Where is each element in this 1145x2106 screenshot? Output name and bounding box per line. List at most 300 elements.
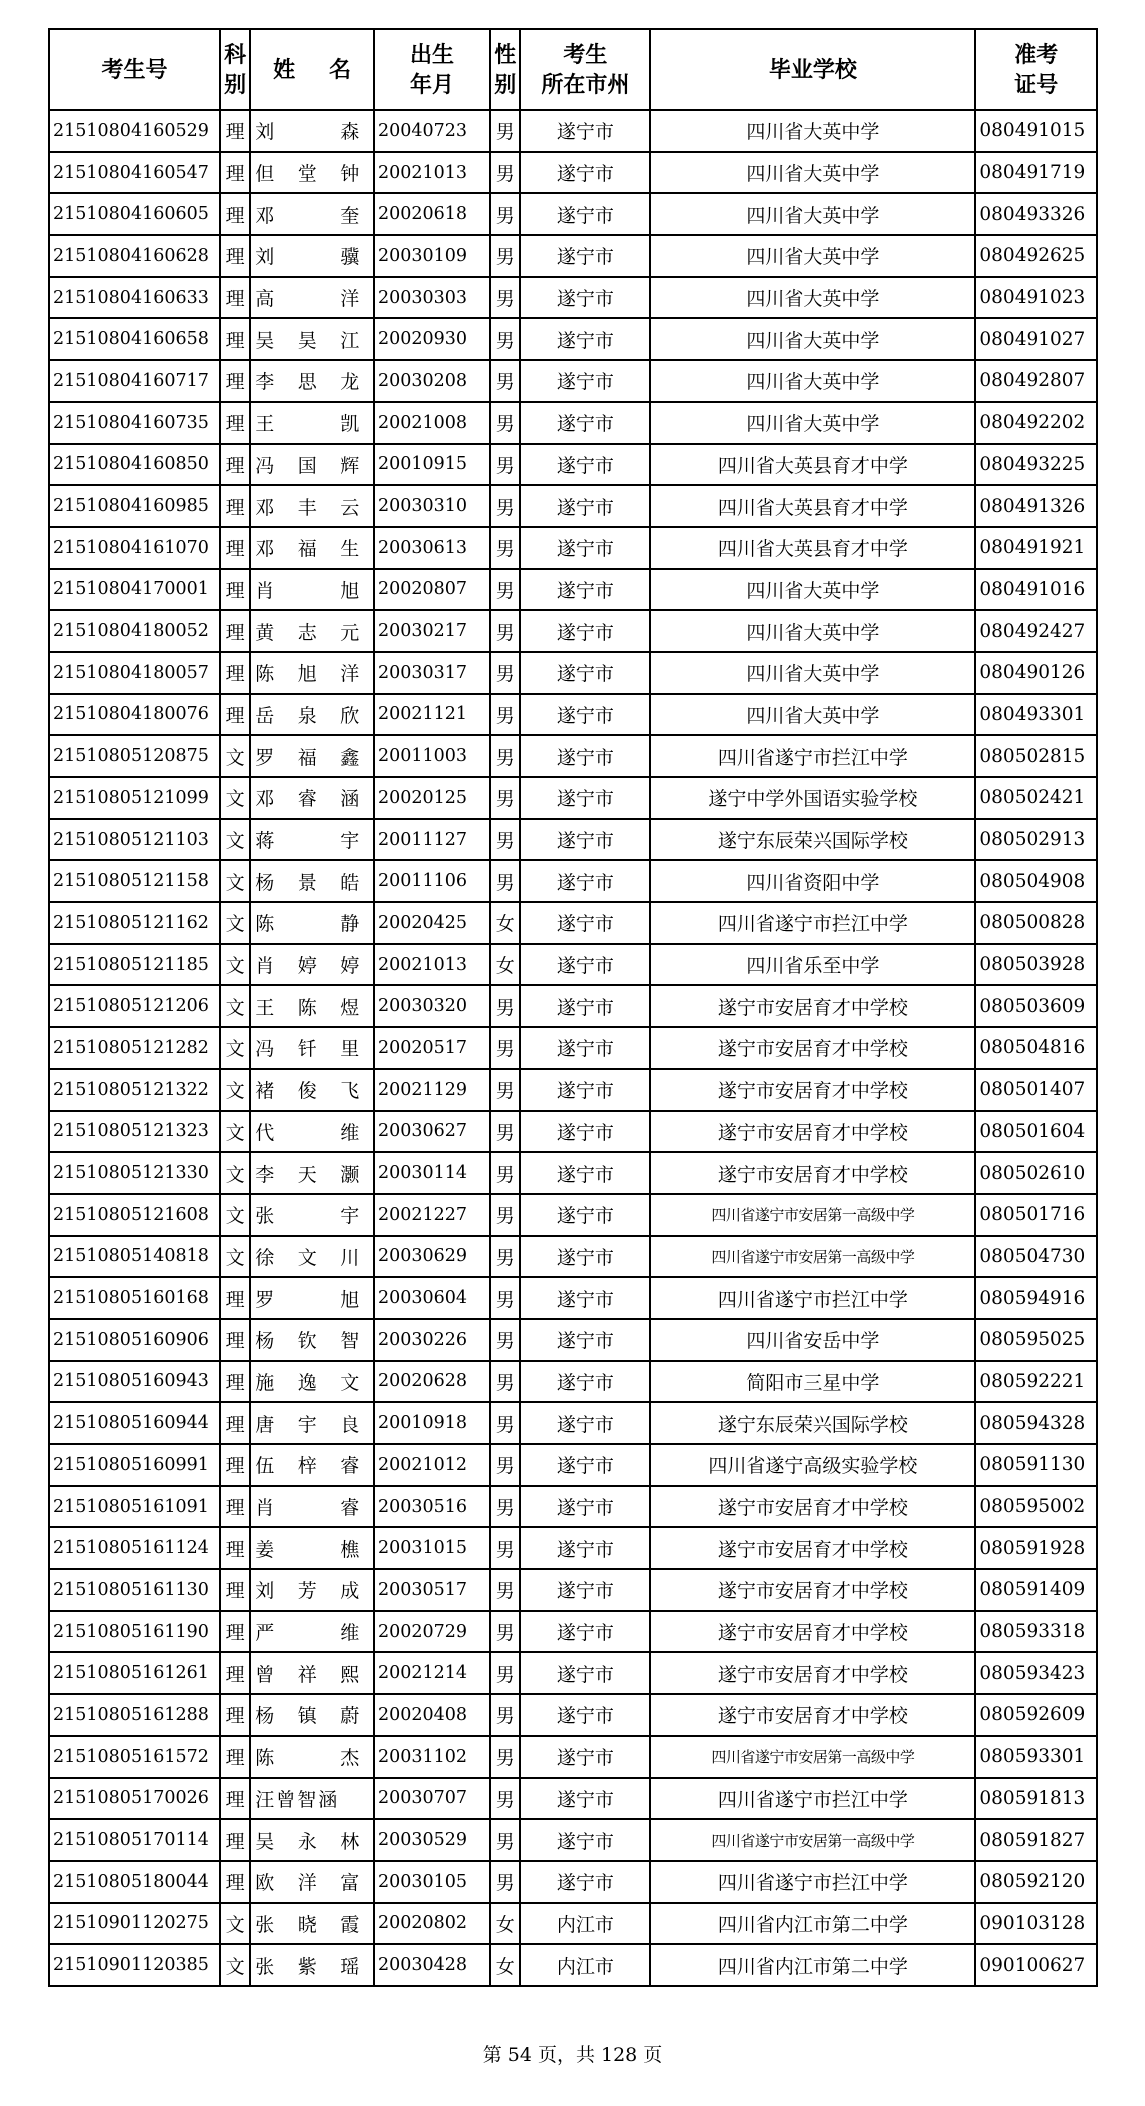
cell-name-text: 李思龙 — [255, 371, 360, 394]
cell-exam-no: 080594916 — [975, 1277, 1097, 1319]
cell-student-id: 21510805161261 — [49, 1652, 220, 1694]
table-row — [49, 735, 1097, 777]
cell-name-text: 陈静 — [255, 913, 360, 936]
cell-birth: 20030320 — [374, 985, 490, 1027]
cell-city: 遂宁市 — [520, 527, 650, 569]
cell-name-text: 肖旭 — [255, 579, 360, 602]
cell-student-id: 21510804160633 — [49, 277, 220, 319]
cell-school: 四川省遂宁高级实验学校 — [650, 1444, 975, 1486]
cell-exam-no: 080491016 — [975, 569, 1097, 611]
cell-gender: 男 — [490, 610, 520, 652]
cell-gender: 男 — [490, 402, 520, 444]
cell-exam-no: 080593301 — [975, 1736, 1097, 1778]
cell-city: 遂宁市 — [520, 1111, 650, 1153]
cell-gender: 男 — [490, 110, 520, 152]
col-header-exam-no: 准考 证号 — [975, 29, 1097, 110]
cell-exam-no: 080491326 — [975, 485, 1097, 527]
cell-city: 内江市 — [520, 1903, 650, 1945]
cell-student-id: 21510804161070 — [49, 527, 220, 569]
table-row — [49, 1569, 1097, 1611]
cell-name — [250, 152, 374, 194]
cell-birth: 20030105 — [374, 1861, 490, 1903]
table-row — [49, 1152, 1097, 1194]
cell-gender: 女 — [490, 1944, 520, 1986]
cell-subject: 理 — [220, 1277, 250, 1319]
cell-name-text: 严维 — [255, 1622, 360, 1645]
cell-exam-no: 080504908 — [975, 860, 1097, 902]
cell-name-text: 刘森 — [255, 121, 360, 144]
cell-gender: 男 — [490, 1402, 520, 1444]
cell-exam-no: 080493301 — [975, 694, 1097, 736]
cell-birth: 20011127 — [374, 819, 490, 861]
cell-birth: 20040723 — [374, 110, 490, 152]
cell-gender: 女 — [490, 902, 520, 944]
cell-subject: 理 — [220, 1861, 250, 1903]
cell-gender: 男 — [490, 1027, 520, 1069]
cell-subject: 理 — [220, 193, 250, 235]
cell-subject: 理 — [220, 1402, 250, 1444]
cell-name — [250, 777, 374, 819]
table-row — [49, 318, 1097, 360]
cell-subject: 文 — [220, 1194, 250, 1236]
table-row — [49, 1111, 1097, 1153]
cell-student-id: 21510804160850 — [49, 444, 220, 486]
cell-subject: 理 — [220, 610, 250, 652]
cell-subject: 文 — [220, 1903, 250, 1945]
table-row — [49, 1319, 1097, 1361]
cell-birth: 20021013 — [374, 152, 490, 194]
cell-city: 遂宁市 — [520, 277, 650, 319]
cell-student-id: 21510805161124 — [49, 1527, 220, 1569]
cell-school: 四川省遂宁市拦江中学 — [650, 735, 975, 777]
cell-birth: 20021008 — [374, 402, 490, 444]
cell-birth: 20021121 — [374, 694, 490, 736]
cell-subject: 文 — [220, 735, 250, 777]
table-row — [49, 1486, 1097, 1528]
cell-birth: 20030627 — [374, 1111, 490, 1153]
cell-city: 遂宁市 — [520, 193, 650, 235]
cell-exam-no: 080592221 — [975, 1361, 1097, 1403]
cell-name-text: 吴昊江 — [255, 329, 360, 352]
table-row — [49, 1736, 1097, 1778]
cell-name — [250, 694, 374, 736]
cell-school: 遂宁中学外国语实验学校 — [650, 777, 975, 819]
cell-city: 遂宁市 — [520, 569, 650, 611]
cell-city: 遂宁市 — [520, 777, 650, 819]
cell-city: 遂宁市 — [520, 1611, 650, 1653]
cell-school: 四川省大英中学 — [650, 318, 975, 360]
cell-birth: 20031102 — [374, 1736, 490, 1778]
cell-birth: 20030629 — [374, 1236, 490, 1278]
cell-exam-no: 080591827 — [975, 1819, 1097, 1861]
cell-birth: 20011106 — [374, 860, 490, 902]
cell-name-text: 岳泉欣 — [255, 704, 360, 727]
table-row — [49, 110, 1097, 152]
cell-subject: 理 — [220, 1444, 250, 1486]
cell-subject: 理 — [220, 1569, 250, 1611]
table-row — [49, 1694, 1097, 1736]
table-row — [49, 235, 1097, 277]
cell-name-text: 罗旭 — [255, 1288, 360, 1311]
cell-name — [250, 1069, 374, 1111]
cell-name — [250, 902, 374, 944]
cell-exam-no: 080502913 — [975, 819, 1097, 861]
cell-name — [250, 1861, 374, 1903]
header-row — [49, 29, 1097, 110]
table-row — [49, 569, 1097, 611]
cell-student-id: 21510804160658 — [49, 318, 220, 360]
cell-name — [250, 1402, 374, 1444]
cell-gender: 男 — [490, 1569, 520, 1611]
cell-city: 遂宁市 — [520, 485, 650, 527]
cell-birth: 20020517 — [374, 1027, 490, 1069]
cell-subject: 理 — [220, 1778, 250, 1820]
table-row — [49, 527, 1097, 569]
cell-gender: 女 — [490, 1903, 520, 1945]
cell-birth: 20021012 — [374, 1444, 490, 1486]
cell-exam-no: 090100627 — [975, 1944, 1097, 1986]
cell-gender: 男 — [490, 1736, 520, 1778]
cell-school: 遂宁东辰荣兴国际学校 — [650, 819, 975, 861]
cell-exam-no: 080593318 — [975, 1611, 1097, 1653]
cell-city: 遂宁市 — [520, 735, 650, 777]
cell-name — [250, 527, 374, 569]
cell-school: 四川省遂宁市安居第一高级中学 — [650, 1736, 975, 1778]
cell-exam-no: 080502815 — [975, 735, 1097, 777]
cell-name — [250, 1486, 374, 1528]
col-header-birth: 出生 年月 — [374, 29, 490, 110]
cell-subject: 理 — [220, 1486, 250, 1528]
cell-name — [250, 1027, 374, 1069]
cell-city: 遂宁市 — [520, 1027, 650, 1069]
table-row — [49, 1778, 1097, 1820]
cell-school: 遂宁市安居育才中学校 — [650, 1027, 975, 1069]
cell-exam-no: 080491921 — [975, 527, 1097, 569]
cell-student-id: 21510804160735 — [49, 402, 220, 444]
cell-school: 四川省安岳中学 — [650, 1319, 975, 1361]
table-row — [49, 694, 1097, 736]
cell-city: 遂宁市 — [520, 1361, 650, 1403]
cell-name — [250, 610, 374, 652]
cell-name — [250, 1236, 374, 1278]
cell-name-text: 罗福鑫 — [255, 746, 360, 769]
cell-birth: 20020802 — [374, 1903, 490, 1945]
cell-birth: 20030114 — [374, 1152, 490, 1194]
cell-subject: 理 — [220, 652, 250, 694]
cell-subject: 文 — [220, 1944, 250, 1986]
table-row — [49, 1527, 1097, 1569]
table-row — [49, 777, 1097, 819]
cell-school: 四川省遂宁市拦江中学 — [650, 1861, 975, 1903]
cell-student-id: 21510805121162 — [49, 902, 220, 944]
col-header-gender: 性 别 — [490, 29, 520, 110]
cell-student-id: 21510805121185 — [49, 944, 220, 986]
cell-exam-no: 090103128 — [975, 1903, 1097, 1945]
cell-student-id: 21510805121323 — [49, 1111, 220, 1153]
cell-subject: 理 — [220, 152, 250, 194]
cell-city: 遂宁市 — [520, 1069, 650, 1111]
cell-subject: 文 — [220, 860, 250, 902]
table-row — [49, 1236, 1097, 1278]
table-row — [49, 1611, 1097, 1653]
cell-city: 遂宁市 — [520, 1319, 650, 1361]
cell-student-id: 21510805160906 — [49, 1319, 220, 1361]
cell-name-text: 汪曾智涵 — [255, 1788, 340, 1811]
cell-name-text: 刘骥 — [255, 246, 360, 269]
cell-exam-no: 080591928 — [975, 1527, 1097, 1569]
table-row — [49, 1861, 1097, 1903]
cell-gender: 男 — [490, 1819, 520, 1861]
cell-city: 遂宁市 — [520, 1152, 650, 1194]
cell-student-id: 21510805170114 — [49, 1819, 220, 1861]
cell-school: 四川省大英中学 — [650, 277, 975, 319]
cell-gender: 男 — [490, 735, 520, 777]
cell-exam-no: 080595002 — [975, 1486, 1097, 1528]
cell-birth: 20030226 — [374, 1319, 490, 1361]
cell-city: 遂宁市 — [520, 1236, 650, 1278]
cell-school: 遂宁东辰荣兴国际学校 — [650, 1402, 975, 1444]
cell-school: 遂宁市安居育才中学校 — [650, 1069, 975, 1111]
cell-name — [250, 1194, 374, 1236]
cell-birth: 20031015 — [374, 1527, 490, 1569]
cell-name-text: 伍梓睿 — [255, 1455, 360, 1478]
cell-school: 四川省大英中学 — [650, 110, 975, 152]
cell-student-id: 21510805180044 — [49, 1861, 220, 1903]
cell-exam-no: 080492202 — [975, 402, 1097, 444]
cell-school: 四川省遂宁市拦江中学 — [650, 1277, 975, 1319]
cell-name-text: 邓奎 — [255, 204, 360, 227]
cell-name-text: 张宇 — [255, 1205, 360, 1228]
cell-name — [250, 110, 374, 152]
cell-birth: 20030310 — [374, 485, 490, 527]
cell-name — [250, 1778, 374, 1820]
cell-subject: 文 — [220, 944, 250, 986]
cell-name-text: 冯钎里 — [255, 1038, 360, 1061]
cell-school: 四川省资阳中学 — [650, 860, 975, 902]
cell-exam-no: 080492427 — [975, 610, 1097, 652]
col-header-school: 毕业学校 — [650, 29, 975, 110]
cell-city: 遂宁市 — [520, 152, 650, 194]
table-row — [49, 652, 1097, 694]
cell-name-text: 邓睿涵 — [255, 788, 360, 811]
cell-subject: 理 — [220, 485, 250, 527]
cell-school: 遂宁市安居育才中学校 — [650, 985, 975, 1027]
cell-student-id: 21510804180057 — [49, 652, 220, 694]
cell-school: 四川省大英中学 — [650, 152, 975, 194]
table-row — [49, 193, 1097, 235]
cell-city: 遂宁市 — [520, 318, 650, 360]
cell-birth: 20011003 — [374, 735, 490, 777]
cell-subject: 理 — [220, 569, 250, 611]
cell-exam-no: 080504816 — [975, 1027, 1097, 1069]
cell-birth: 20010915 — [374, 444, 490, 486]
cell-student-id: 21510804160628 — [49, 235, 220, 277]
cell-city: 遂宁市 — [520, 902, 650, 944]
cell-birth: 20030217 — [374, 610, 490, 652]
table-row — [49, 277, 1097, 319]
cell-name — [250, 1527, 374, 1569]
cell-name — [250, 985, 374, 1027]
cell-birth: 20020930 — [374, 318, 490, 360]
cell-exam-no: 080504730 — [975, 1236, 1097, 1278]
cell-subject: 理 — [220, 1361, 250, 1403]
cell-name-text: 施逸文 — [255, 1371, 360, 1394]
cell-name-text: 杨镇蔚 — [255, 1705, 360, 1728]
cell-exam-no: 080490126 — [975, 652, 1097, 694]
cell-name-text: 邓福生 — [255, 538, 360, 561]
cell-subject: 理 — [220, 1736, 250, 1778]
cell-school: 遂宁市安居育才中学校 — [650, 1486, 975, 1528]
cell-birth: 20030529 — [374, 1819, 490, 1861]
cell-exam-no: 080492807 — [975, 360, 1097, 402]
cell-school: 简阳市三星中学 — [650, 1361, 975, 1403]
table-row — [49, 819, 1097, 861]
cell-birth: 20021129 — [374, 1069, 490, 1111]
cell-name-text: 黄志元 — [255, 621, 360, 644]
cell-student-id: 21510805161572 — [49, 1736, 220, 1778]
cell-gender: 男 — [490, 1778, 520, 1820]
cell-city: 遂宁市 — [520, 652, 650, 694]
cell-gender: 男 — [490, 1611, 520, 1653]
cell-school: 四川省大英中学 — [650, 402, 975, 444]
cell-gender: 男 — [490, 235, 520, 277]
cell-gender: 男 — [490, 819, 520, 861]
cell-subject: 文 — [220, 819, 250, 861]
cell-birth: 20030317 — [374, 652, 490, 694]
cell-gender: 男 — [490, 277, 520, 319]
cell-gender: 男 — [490, 318, 520, 360]
cell-subject: 理 — [220, 444, 250, 486]
cell-name — [250, 1736, 374, 1778]
cell-subject: 理 — [220, 1819, 250, 1861]
cell-exam-no: 080491023 — [975, 277, 1097, 319]
cell-city: 遂宁市 — [520, 360, 650, 402]
cell-student-id: 21510804160605 — [49, 193, 220, 235]
cell-gender: 男 — [490, 1277, 520, 1319]
cell-name — [250, 1444, 374, 1486]
cell-birth: 20020729 — [374, 1611, 490, 1653]
cell-birth: 20020618 — [374, 193, 490, 235]
cell-exam-no: 080503609 — [975, 985, 1097, 1027]
cell-student-id: 21510901120275 — [49, 1903, 220, 1945]
col-header-id: 考生号 — [49, 29, 220, 110]
cell-school: 四川省大英县育才中学 — [650, 485, 975, 527]
cell-name — [250, 485, 374, 527]
cell-subject: 理 — [220, 694, 250, 736]
cell-subject: 文 — [220, 1027, 250, 1069]
cell-city: 遂宁市 — [520, 1819, 650, 1861]
cell-school: 四川省遂宁市安居第一高级中学 — [650, 1194, 975, 1236]
cell-student-id: 21510804180052 — [49, 610, 220, 652]
cell-city: 遂宁市 — [520, 110, 650, 152]
page-footer: 第 54 页，共 128 页 — [482, 2044, 663, 2066]
table-row — [49, 902, 1097, 944]
cell-birth: 20030109 — [374, 235, 490, 277]
cell-name-text: 但堂钟 — [255, 163, 360, 186]
cell-subject: 理 — [220, 527, 250, 569]
cell-city: 遂宁市 — [520, 235, 650, 277]
cell-name-text: 肖婷婷 — [255, 955, 360, 978]
cell-student-id: 21510805161091 — [49, 1486, 220, 1528]
cell-student-id: 21510804180076 — [49, 694, 220, 736]
col-header-name — [250, 29, 374, 110]
cell-city: 遂宁市 — [520, 1652, 650, 1694]
cell-name-text: 吴永林 — [255, 1830, 360, 1853]
cell-city: 遂宁市 — [520, 444, 650, 486]
table-row — [49, 360, 1097, 402]
cell-student-id: 21510805161288 — [49, 1694, 220, 1736]
table-row — [49, 1277, 1097, 1319]
cell-name-text: 刘芳成 — [255, 1580, 360, 1603]
cell-name-text: 王凯 — [255, 413, 360, 436]
cell-birth: 20030303 — [374, 277, 490, 319]
cell-name — [250, 1319, 374, 1361]
cell-name-text: 王陈煜 — [255, 996, 360, 1019]
cell-birth: 20020425 — [374, 902, 490, 944]
cell-gender: 男 — [490, 527, 520, 569]
cell-school: 四川省大英中学 — [650, 694, 975, 736]
cell-city: 遂宁市 — [520, 1527, 650, 1569]
cell-name — [250, 1903, 374, 1945]
cell-gender: 男 — [490, 777, 520, 819]
cell-name-text: 蒋宇 — [255, 830, 360, 853]
cell-student-id: 21510805121099 — [49, 777, 220, 819]
cell-name-text: 张晓霞 — [255, 1913, 360, 1936]
cell-subject: 理 — [220, 402, 250, 444]
cell-student-id: 21510805121206 — [49, 985, 220, 1027]
cell-school: 四川省大英中学 — [650, 569, 975, 611]
cell-name-text: 姜樵 — [255, 1538, 360, 1561]
cell-exam-no: 080502421 — [975, 777, 1097, 819]
table-row — [49, 1903, 1097, 1945]
cell-school: 四川省大英县育才中学 — [650, 444, 975, 486]
cell-school: 四川省大英中学 — [650, 610, 975, 652]
cell-gender: 男 — [490, 1486, 520, 1528]
cell-exam-no: 080594328 — [975, 1402, 1097, 1444]
cell-name — [250, 1277, 374, 1319]
cell-school: 四川省内江市第二中学 — [650, 1944, 975, 1986]
cell-subject: 理 — [220, 1611, 250, 1653]
table-row — [49, 985, 1097, 1027]
cell-gender: 男 — [490, 1152, 520, 1194]
cell-exam-no: 080591813 — [975, 1778, 1097, 1820]
cell-name — [250, 402, 374, 444]
cell-gender: 女 — [490, 944, 520, 986]
cell-name-text: 曾祥熙 — [255, 1663, 360, 1686]
cell-name — [250, 860, 374, 902]
cell-school: 四川省内江市第二中学 — [650, 1903, 975, 1945]
cell-gender: 男 — [490, 569, 520, 611]
cell-subject: 理 — [220, 1652, 250, 1694]
cell-student-id: 21510805160943 — [49, 1361, 220, 1403]
cell-name-text: 唐宇良 — [255, 1413, 360, 1436]
cell-gender: 男 — [490, 985, 520, 1027]
cell-city: 遂宁市 — [520, 819, 650, 861]
cell-city: 遂宁市 — [520, 1277, 650, 1319]
table-row — [49, 1652, 1097, 1694]
cell-exam-no: 080591409 — [975, 1569, 1097, 1611]
cell-subject: 文 — [220, 777, 250, 819]
cell-name — [250, 1694, 374, 1736]
cell-subject: 文 — [220, 1111, 250, 1153]
cell-exam-no: 080592609 — [975, 1694, 1097, 1736]
cell-city: 遂宁市 — [520, 1402, 650, 1444]
cell-school: 四川省遂宁市拦江中学 — [650, 1778, 975, 1820]
table-row — [49, 1361, 1097, 1403]
cell-gender: 男 — [490, 360, 520, 402]
table-row — [49, 152, 1097, 194]
cell-exam-no: 080591130 — [975, 1444, 1097, 1486]
